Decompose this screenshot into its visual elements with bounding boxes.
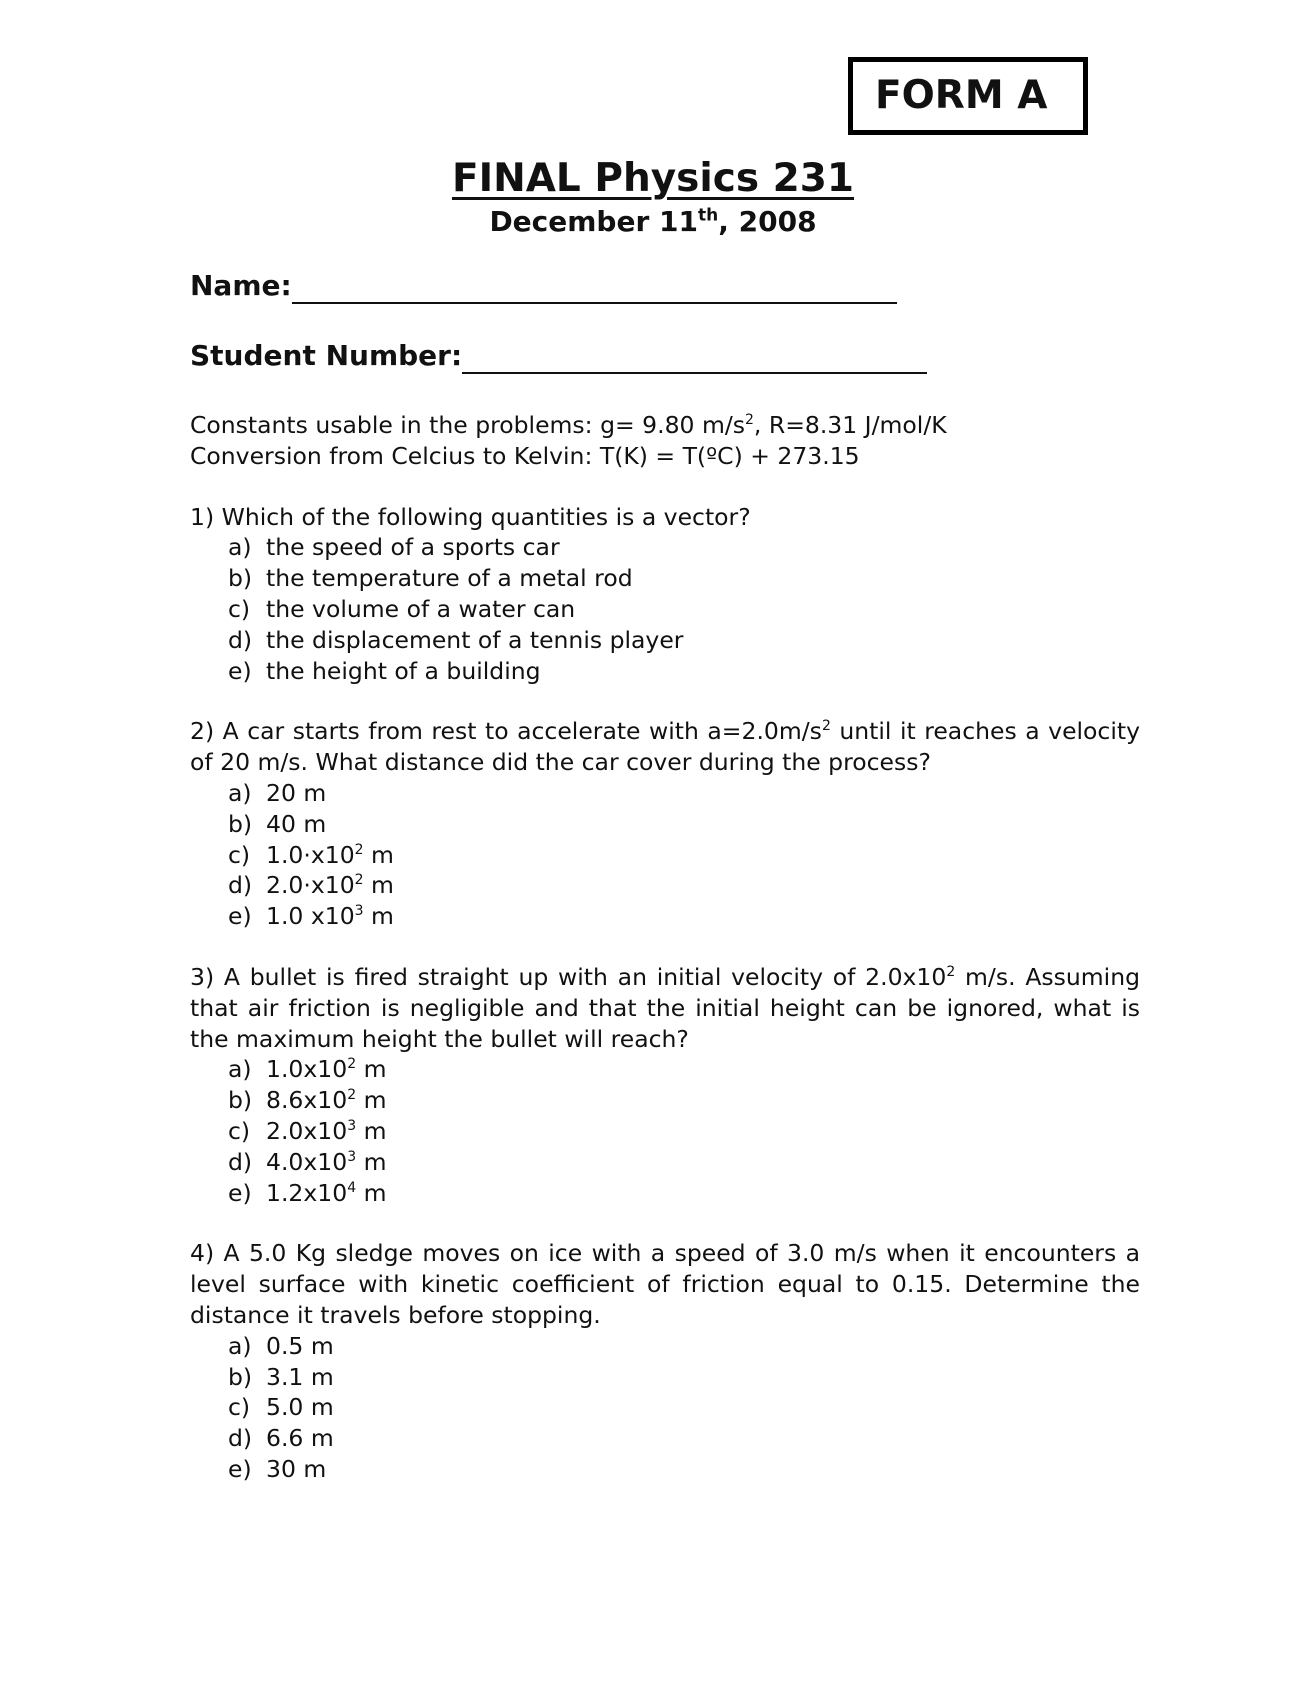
answer-option[interactable]: a) 0.5 m <box>228 1331 334 1360</box>
answer-option[interactable]: c) 5.0 m <box>228 1393 334 1422</box>
answer-option[interactable]: b) $8.6x10^2$ m <box>228 1086 387 1115</box>
answer-option[interactable]: a) $1.0x10^2$ m <box>228 1055 387 1084</box>
answer-option[interactable]: d) the displacement of a tennis player <box>228 625 684 654</box>
name-label: Name: <box>190 269 292 302</box>
name-blank-line[interactable] <box>292 270 897 304</box>
answer-option[interactable]: a) the speed of a sports car <box>228 533 560 562</box>
question-2 <box>190 716 1140 932</box>
answer-option[interactable]: b) the temperature of a metal rod <box>228 564 633 593</box>
constants-line-1: Constants usable in the problems: g= 9.80 $m/s^2$, R=8.31 J/mol/K <box>190 411 947 439</box>
date-suffix: , 2008 <box>718 205 817 238</box>
answer-option[interactable]: d) $4.0x10^3$ m <box>228 1147 387 1176</box>
question-3 <box>190 962 1140 1208</box>
answer-option[interactable]: d) 6.6 m <box>228 1424 334 1453</box>
student-number-label: Student Number: <box>190 339 463 372</box>
form-label-box <box>848 57 1088 135</box>
question-1 <box>190 502 1140 687</box>
question-text: 1) Which of the following quantities is a vector? <box>190 502 751 531</box>
student-number-field <box>190 338 927 374</box>
answer-option[interactable]: e) $1.2x10^4$ m <box>228 1178 387 1207</box>
constants-block <box>190 410 1140 472</box>
answer-option[interactable]: a) 20 m <box>228 778 327 807</box>
answer-option[interactable]: c) $2.0x10^3$ m <box>228 1116 387 1145</box>
question-text: 3) A bullet is fired straight up with an initial velocity of $2.0x10^2$ m/s. Assuming that air friction is negligible and that the initial height can be ignored, what is the maximum height the bullet will reach? <box>190 962 1141 1053</box>
date-ordinal: th <box>698 205 719 226</box>
question-text: 4) A 5.0 Kg sledge moves on ice with a speed of 3.0 m/s when it encounters a level surface with kinetic coefficient of friction equal to 0.15. Determine the distance it travels before stopping. <box>190 1239 1140 1329</box>
date-prefix: December 11 <box>489 205 698 238</box>
exam-title: FINAL Physics 231 <box>451 156 855 201</box>
answer-option[interactable]: e) 30 m <box>228 1454 327 1483</box>
answer-option[interactable]: b) 3.1 m <box>228 1362 334 1391</box>
answer-option[interactable]: c) $1.0\cdot x10^2$ m <box>228 840 394 869</box>
constants-line-2: Conversion from Celcius to Kelvin: T(K) = T(ºC) + 273.15 <box>190 441 860 470</box>
answer-option[interactable]: e) 1.0 $x10^3$ m <box>228 902 394 931</box>
student-number-blank-line[interactable] <box>462 340 927 374</box>
form-label: FORM A <box>875 73 1048 118</box>
name-field <box>190 268 897 304</box>
answer-option[interactable]: d) $2.0\cdot x10^2$ m <box>228 871 394 900</box>
exam-date <box>0 204 1306 240</box>
question-4 <box>190 1238 1140 1484</box>
exam-title-container <box>0 154 1306 204</box>
answer-option[interactable]: b) 40 m <box>228 809 327 838</box>
answer-option[interactable]: e) the height of a building <box>228 656 541 685</box>
question-text: 2) A car starts from rest to accelerate with $a=2.0m/s^2$ until it reaches a velocity of 20 m/s. What distance did the car cover during the process? <box>190 717 1140 777</box>
exam-content <box>190 410 1140 1515</box>
answer-option[interactable]: c) the volume of a water can <box>228 594 576 623</box>
